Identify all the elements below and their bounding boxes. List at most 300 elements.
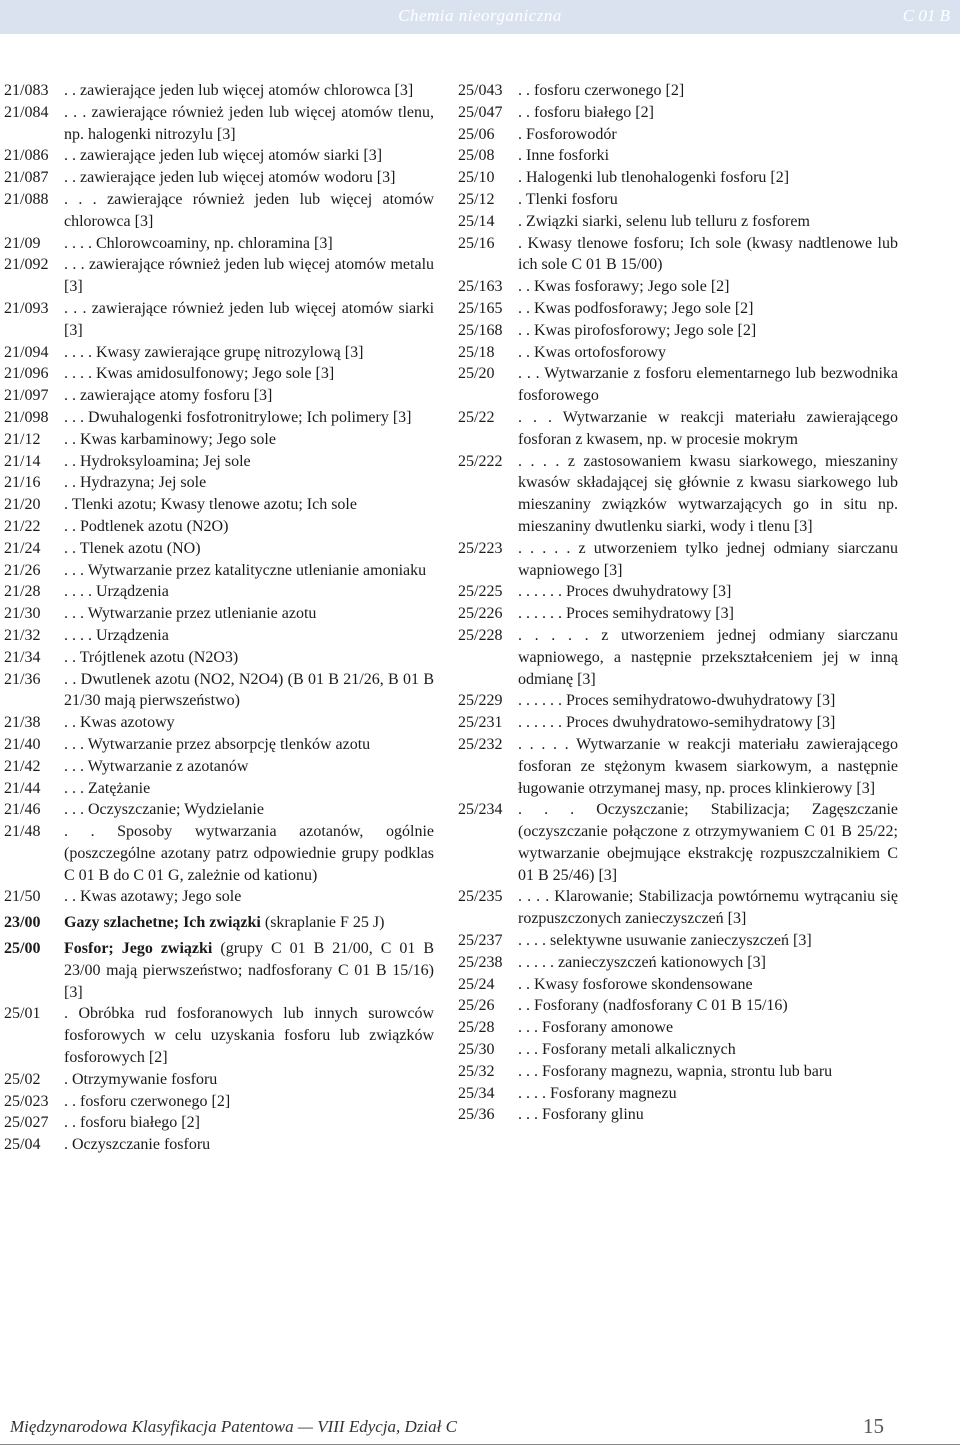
classification-entry bbox=[4, 1091, 434, 1113]
entry-text: Wytwarzanie z fosforu elementarnego lub bezwodnika fosforowego bbox=[518, 365, 899, 405]
classification-entry bbox=[4, 821, 434, 886]
entry-text: Zatężanie bbox=[88, 779, 151, 797]
entry-text: Kwasy fosforowe skondensowane bbox=[534, 975, 753, 993]
classification-entry bbox=[458, 1039, 898, 1061]
entry-code: 21/16 bbox=[4, 474, 41, 492]
entry-code: 25/226 bbox=[458, 605, 503, 623]
entry-code: 21/38 bbox=[4, 714, 41, 732]
entry-description bbox=[64, 625, 434, 647]
entry-description bbox=[64, 298, 434, 342]
entry-code: 21/28 bbox=[4, 583, 41, 601]
page-number: 15 bbox=[863, 1414, 884, 1438]
entry-code: 25/08 bbox=[458, 147, 495, 165]
entry-description bbox=[518, 538, 898, 582]
entry-level-dots: . . . bbox=[64, 256, 85, 274]
entry-code: 21/50 bbox=[4, 888, 41, 906]
entry-text: Proces dwuhydratowy [3] bbox=[566, 583, 732, 601]
entry-description bbox=[518, 995, 898, 1017]
entry-code: 21/30 bbox=[4, 605, 41, 623]
entry-description bbox=[518, 1104, 898, 1126]
entry-description bbox=[64, 821, 434, 886]
entry-text: Proces semihydratowo-dwuhydratowy [3] bbox=[566, 692, 836, 710]
entry-level-dots: . . bbox=[518, 975, 530, 993]
entry-text: Wytwarzanie w reakcji materiału zawierającego fosforan ze stężonym kwasem siarkowym, a następnie ługowanie otrzymanej masy, np. proces klinkierowy [3] bbox=[518, 735, 899, 797]
classification-entry bbox=[458, 80, 898, 102]
entry-level-dots: . . bbox=[64, 1114, 76, 1132]
entry-code: 21/32 bbox=[4, 626, 41, 644]
entry-text: Inne fosforki bbox=[526, 147, 610, 165]
entry-description bbox=[518, 712, 898, 734]
classification-entry bbox=[458, 581, 898, 603]
entry-description bbox=[518, 1039, 898, 1061]
entry-text: Fosforany magnezu, wapnia, strontu lub baru bbox=[542, 1062, 833, 1080]
entry-code: 21/14 bbox=[4, 452, 41, 470]
entry-description bbox=[64, 254, 434, 298]
entry-description bbox=[64, 560, 434, 582]
entry-description bbox=[518, 734, 898, 799]
classification-entry bbox=[4, 603, 434, 625]
entry-level-dots: . . bbox=[64, 888, 76, 906]
classification-entry bbox=[458, 1104, 898, 1126]
entry-text: Tlenki fosforu bbox=[525, 190, 618, 208]
entry-text: Obróbka rud fosforanowych lub innych surowców fosforowych w celu uzyskania fosforu lub związków fosforowych [2] bbox=[64, 1005, 434, 1067]
entry-description bbox=[64, 189, 434, 233]
entry-code: 21/24 bbox=[4, 539, 41, 557]
page-title: Chemia nieorganiczna bbox=[398, 6, 562, 25]
entry-level-dots: . . bbox=[64, 517, 76, 535]
entry-text: zawierające również jeden lub więcej atomów tlenu, np. halogenki nitrozylu [3] bbox=[64, 103, 435, 143]
entry-level-dots: . . . . bbox=[518, 452, 560, 470]
entry-description bbox=[64, 451, 434, 473]
classification-entry bbox=[4, 363, 434, 385]
entry-text: fosforu białego [2] bbox=[534, 103, 654, 121]
classification-entry bbox=[4, 407, 434, 429]
entry-description bbox=[64, 516, 434, 538]
classification-entry bbox=[458, 298, 898, 320]
entry-level-dots: . . bbox=[64, 169, 76, 187]
entry-text: zawierające jeden lub więcej atomów siarki [3] bbox=[80, 147, 383, 165]
entry-code: 21/46 bbox=[4, 801, 41, 819]
entry-code: 21/093 bbox=[4, 299, 49, 317]
entry-text: Fosforany amonowe bbox=[542, 1019, 674, 1037]
class-code: C 01 B bbox=[902, 6, 950, 25]
classification-entry bbox=[4, 581, 434, 603]
entry-level-dots: . . . . . . bbox=[518, 714, 562, 732]
classification-entry bbox=[458, 407, 898, 451]
entry-code: 25/14 bbox=[458, 212, 495, 230]
entry-code: 25/20 bbox=[458, 365, 495, 383]
entry-code: 25/231 bbox=[458, 714, 503, 732]
classification-entry bbox=[4, 102, 434, 146]
entry-text: Tlenek azotu (NO) bbox=[79, 539, 201, 557]
entry-text: Oczyszczanie fosforu bbox=[72, 1136, 211, 1154]
entry-description bbox=[518, 124, 898, 146]
classification-entry bbox=[4, 669, 434, 713]
entry-code: 25/047 bbox=[458, 103, 503, 121]
entry-code: 21/48 bbox=[4, 823, 41, 841]
entry-code: 25/01 bbox=[4, 1005, 41, 1023]
classification-entry bbox=[458, 276, 898, 298]
classification-entry bbox=[458, 1083, 898, 1105]
entry-level-dots: . . bbox=[518, 278, 530, 296]
entry-level-dots: . . . . bbox=[518, 1084, 546, 1102]
entry-description bbox=[518, 930, 898, 952]
entry-level-dots: . . bbox=[518, 343, 530, 361]
entry-description bbox=[64, 1112, 434, 1134]
classification-entry bbox=[4, 254, 434, 298]
entry-code: 25/30 bbox=[458, 1041, 495, 1059]
entry-code: 25/163 bbox=[458, 278, 503, 296]
entry-level-dots: . bbox=[518, 190, 522, 208]
entry-level-dots: . . . bbox=[518, 1062, 538, 1080]
entry-level-dots: . . . bbox=[518, 408, 552, 426]
entry-description bbox=[64, 363, 434, 385]
entry-code: 21/36 bbox=[4, 670, 41, 688]
entry-text: Dwuhalogenki fosfotronitrylowe; Ich polimery [3] bbox=[88, 408, 412, 426]
entry-description bbox=[64, 1091, 434, 1113]
entry-text: Proces semihydratowy [3] bbox=[566, 605, 734, 623]
entry-text: Fosforowodór bbox=[526, 125, 617, 143]
entry-code: 25/225 bbox=[458, 583, 503, 601]
entry-text: Wytwarzanie przez katalityczne utlenianie amoniaku bbox=[87, 561, 427, 579]
entry-level-dots: . . . . bbox=[64, 583, 92, 601]
classification-entry bbox=[458, 603, 898, 625]
entry-code: 25/027 bbox=[4, 1114, 49, 1132]
entry-level-dots: . bbox=[518, 169, 522, 187]
entry-level-dots: . . bbox=[64, 670, 77, 688]
entry-level-dots: . . . bbox=[518, 1106, 538, 1124]
header-bar bbox=[0, 0, 960, 34]
entry-description bbox=[518, 603, 898, 625]
entry-description bbox=[64, 581, 434, 603]
entry-description bbox=[64, 938, 434, 1003]
entry-level-dots: . . bbox=[64, 82, 76, 99]
entry-code: 25/04 bbox=[4, 1136, 41, 1154]
entry-code: 23/00 bbox=[4, 914, 41, 932]
entry-level-dots: . . bbox=[518, 82, 530, 99]
entry-text: fosforu czerwonego [2] bbox=[80, 1092, 231, 1110]
entry-description bbox=[518, 189, 898, 211]
entry-level-dots: . . bbox=[64, 714, 76, 732]
entry-text: Klarowanie; Stabilizacja powtórnemu wytrącaniu się rozpuszczonych zanieczyszczeń [3] bbox=[518, 888, 899, 928]
entry-code: 25/165 bbox=[458, 299, 503, 317]
entry-description bbox=[64, 102, 434, 146]
entry-text: Trójtlenek azotu (N2O3) bbox=[79, 648, 239, 666]
entry-code: 21/12 bbox=[4, 430, 41, 448]
entry-code: 25/12 bbox=[458, 190, 495, 208]
entry-code: 25/00 bbox=[4, 940, 41, 958]
entry-level-dots: . . . bbox=[64, 190, 97, 208]
entry-code: 25/16 bbox=[458, 234, 495, 252]
classification-entry bbox=[4, 938, 434, 1003]
entry-code: 25/234 bbox=[458, 801, 503, 819]
entry-code: 25/237 bbox=[458, 932, 503, 950]
entry-text: Wytwarzanie przez utlenianie azotu bbox=[87, 605, 317, 623]
classification-entry bbox=[458, 952, 898, 974]
classification-entry bbox=[458, 930, 898, 952]
classification-entry bbox=[458, 712, 898, 734]
classification-entry bbox=[4, 886, 434, 908]
entry-description bbox=[64, 669, 434, 713]
entry-text: Urządzenia bbox=[96, 626, 169, 644]
entry-level-dots: . bbox=[64, 1070, 68, 1088]
entry-description bbox=[518, 690, 898, 712]
entry-code: 25/10 bbox=[458, 169, 495, 187]
entry-description bbox=[64, 778, 434, 800]
entry-code: 21/098 bbox=[4, 408, 49, 426]
entry-code: 25/229 bbox=[458, 692, 503, 710]
entry-description bbox=[64, 756, 434, 778]
entry-text: Wytwarzanie przez absorpcję tlenków azotu bbox=[87, 735, 371, 753]
entry-description bbox=[518, 145, 898, 167]
entry-level-dots: . . . bbox=[518, 365, 540, 383]
entry-text: Hydroksyloamina; Jej sole bbox=[80, 452, 251, 470]
entry-code: 21/097 bbox=[4, 387, 49, 405]
entry-description bbox=[518, 581, 898, 603]
entry-description bbox=[64, 1134, 434, 1156]
entry-level-dots: . . bbox=[518, 299, 530, 317]
entry-level-dots: . . bbox=[64, 387, 76, 405]
entry-description bbox=[64, 799, 434, 821]
classification-entry bbox=[458, 145, 898, 167]
classification-entry bbox=[4, 472, 434, 494]
entry-text: Fosforany glinu bbox=[542, 1106, 644, 1124]
entry-description bbox=[518, 80, 898, 102]
classification-entry bbox=[458, 690, 898, 712]
entry-code: 25/235 bbox=[458, 888, 503, 906]
entry-level-dots: . . bbox=[64, 474, 76, 492]
classification-entry bbox=[458, 886, 898, 930]
entry-description bbox=[64, 886, 434, 908]
entry-level-dots: . . . . . bbox=[518, 626, 589, 644]
entry-description bbox=[518, 298, 898, 320]
entry-level-dots: . bbox=[64, 496, 68, 514]
entry-code: 21/086 bbox=[4, 147, 49, 165]
entry-text: z utworzeniem tylko jednej odmiany siarczanu wapniowego [3] bbox=[518, 539, 899, 579]
entry-level-dots: . . bbox=[64, 147, 76, 165]
classification-entry bbox=[4, 912, 434, 934]
entry-level-dots: . . bbox=[64, 452, 76, 470]
entry-level-dots: . bbox=[518, 212, 522, 230]
entry-code: 21/44 bbox=[4, 779, 41, 797]
entry-description bbox=[64, 712, 434, 734]
entry-text: Oczyszczanie; Wydzielanie bbox=[88, 801, 264, 819]
entry-description bbox=[518, 451, 898, 538]
classification-entry bbox=[458, 1017, 898, 1039]
entry-code: 25/18 bbox=[458, 343, 495, 361]
entry-description bbox=[64, 167, 434, 189]
entry-description bbox=[64, 80, 434, 102]
entry-level-dots: . . . bbox=[64, 561, 84, 579]
entry-code: 25/34 bbox=[458, 1084, 495, 1102]
entry-code: 25/043 bbox=[458, 82, 503, 99]
entry-text: Kwasy tlenowe fosforu; Ich sole (kwasy nadtlenowe lub ich sole C 01 B 15/00) bbox=[518, 234, 899, 274]
entry-description bbox=[518, 1083, 898, 1105]
entry-level-dots: . . . bbox=[64, 299, 87, 317]
entry-description bbox=[64, 145, 434, 167]
entry-text: zanieczyszczeń kationowych [3] bbox=[558, 953, 766, 971]
entry-code: 21/083 bbox=[4, 82, 49, 99]
entry-level-dots: . . . bbox=[518, 1019, 538, 1037]
entry-level-dots: . . . bbox=[64, 801, 84, 819]
classification-entry bbox=[4, 712, 434, 734]
entry-text: z zastosowaniem kwasu siarkowego, mieszaniny kwasów składającej się głównie z kwasu siarkowego lub mieszaniny związków wytwarzających go in situ np. mieszaniny dwutlenku siarki, wody i tlenu [3] bbox=[518, 452, 899, 535]
entry-description bbox=[518, 799, 898, 886]
entry-text: zawierające atomy fosforu [3] bbox=[80, 387, 273, 405]
entry-code: 21/088 bbox=[4, 190, 49, 208]
classification-entry bbox=[4, 1003, 434, 1068]
entry-description bbox=[64, 472, 434, 494]
entry-description bbox=[64, 342, 434, 364]
entry-text: z utworzeniem jednej odmiany siarczanu wapniowego, a następnie przekształceniem jej w inną odmianę [3] bbox=[518, 626, 899, 688]
entry-level-dots: . . . bbox=[64, 779, 84, 797]
entry-level-dots: . . . . . bbox=[518, 735, 569, 753]
entry-text: Podtlenek azotu (N2O) bbox=[80, 517, 229, 535]
classification-entry bbox=[4, 451, 434, 473]
entry-text: Kwas azotowy bbox=[80, 714, 175, 732]
classification-entry bbox=[458, 1061, 898, 1083]
classification-entry bbox=[458, 233, 898, 277]
classification-entry bbox=[4, 538, 434, 560]
classification-entry bbox=[4, 1112, 434, 1134]
entry-level-dots: . . . . . . bbox=[518, 605, 562, 623]
entry-text: Sposoby wytwarzania azotanów, ogólnie (poszczególne azotany patrz odpowiednie grupy podklas C 01 B do C 01 G, zależnie od kationu) bbox=[64, 823, 434, 884]
entry-level-dots: . . bbox=[64, 430, 76, 448]
classification-entry bbox=[458, 995, 898, 1017]
classification-entry bbox=[458, 320, 898, 342]
classification-entry bbox=[458, 538, 898, 582]
entry-level-dots: . bbox=[518, 147, 522, 165]
entry-level-dots: . . . . . . bbox=[518, 692, 562, 710]
entry-description bbox=[64, 233, 434, 255]
entry-description bbox=[518, 320, 898, 342]
entry-description bbox=[64, 603, 434, 625]
entry-code: 25/222 bbox=[458, 452, 503, 470]
entry-code: 25/24 bbox=[458, 975, 495, 993]
classification-entry bbox=[4, 1069, 434, 1091]
entry-text: fosforu białego [2] bbox=[80, 1114, 200, 1132]
entry-level-dots: . . bbox=[64, 1092, 76, 1110]
entry-code: 25/228 bbox=[458, 626, 503, 644]
entry-code: 25/36 bbox=[458, 1106, 495, 1124]
entry-level-dots: . . . . bbox=[518, 888, 550, 906]
classification-entry bbox=[4, 385, 434, 407]
entry-text: zawierające jeden lub więcej atomów chlorowca [3] bbox=[80, 82, 414, 99]
entry-code: 21/087 bbox=[4, 169, 49, 187]
entry-text: Halogenki lub tlenohalogenki fosforu [2] bbox=[526, 169, 790, 187]
right-column bbox=[458, 80, 898, 1126]
entry-text: selektywne usuwanie zanieczyszczeń [3] bbox=[550, 932, 812, 950]
entry-description bbox=[518, 1061, 898, 1083]
entry-level-dots: . . bbox=[518, 997, 530, 1015]
entry-text: Kwas fosforawy; Jego sole [2] bbox=[534, 278, 730, 296]
entry-description bbox=[64, 1003, 434, 1068]
entry-description bbox=[64, 647, 434, 669]
classification-entry bbox=[4, 516, 434, 538]
entry-code: 21/094 bbox=[4, 343, 49, 361]
entry-level-dots: . . . bbox=[64, 408, 84, 426]
entry-text: zawierające również jeden lub więcej atomów chlorowca [3] bbox=[64, 190, 435, 230]
classification-entry bbox=[458, 189, 898, 211]
classification-entry bbox=[458, 734, 898, 799]
entry-level-dots: . . . bbox=[64, 103, 87, 121]
entry-text: Oczyszczanie; Stabilizacja; Zagęszczanie (oczyszczanie połączone z otrzymywaniem C 01 B 25/22; wytwarzanie obejmujące ekstrakcję rozpuszczalnikiem C 01 B 25/46) [3] bbox=[518, 801, 899, 884]
entry-code: 25/28 bbox=[458, 1019, 495, 1037]
classification-entry bbox=[4, 778, 434, 800]
entry-code: 25/06 bbox=[458, 125, 495, 143]
classification-entry bbox=[4, 233, 434, 255]
classification-entry bbox=[4, 625, 434, 647]
entry-code: 21/096 bbox=[4, 365, 49, 383]
entry-description bbox=[64, 385, 434, 407]
classification-entry bbox=[458, 974, 898, 996]
entry-text: zawierające również jeden lub więcej atomów metalu [3] bbox=[64, 256, 435, 296]
entry-text: Związki siarki, selenu lub telluru z fosforem bbox=[526, 212, 810, 230]
entry-level-dots: . . . bbox=[518, 801, 575, 819]
entry-text: Kwas podfosforawy; Jego sole [2] bbox=[534, 299, 754, 317]
entry-level-dots: . . . bbox=[64, 605, 84, 623]
classification-entry bbox=[4, 342, 434, 364]
classification-entry bbox=[458, 451, 898, 538]
classification-entry bbox=[4, 145, 434, 167]
entry-text: Chlorowcoaminy, np. chloramina [3] bbox=[96, 234, 333, 252]
entry-text: Kwasy zawierające grupę nitrozylową [3] bbox=[96, 343, 364, 361]
classification-entry bbox=[458, 625, 898, 690]
classification-entry bbox=[4, 429, 434, 451]
entry-description bbox=[518, 276, 898, 298]
classification-entry bbox=[458, 211, 898, 233]
entry-text: zawierające również jeden lub więcej atomów siarki [3] bbox=[64, 299, 435, 339]
left-column bbox=[4, 80, 434, 1156]
entry-level-dots: . . . bbox=[518, 1041, 538, 1059]
classification-entry bbox=[4, 298, 434, 342]
entry-level-dots: . . . . . . bbox=[518, 583, 562, 601]
entry-level-dots: . . . bbox=[64, 735, 84, 753]
classification-entry bbox=[458, 124, 898, 146]
entry-text: Urządzenia bbox=[96, 583, 169, 601]
entry-text: Dwutlenek azotu (NO2, N2O4) (B 01 B 21/26, B 01 B 21/30 mają pierwszeństwo) bbox=[64, 670, 435, 710]
entry-level-dots: . . . . . bbox=[518, 953, 554, 971]
classification-entry bbox=[458, 167, 898, 189]
classification-entry bbox=[458, 342, 898, 364]
entry-description bbox=[518, 952, 898, 974]
entry-text: Kwas pirofosforowy; Jego sole [2] bbox=[534, 321, 757, 339]
classification-entry bbox=[4, 647, 434, 669]
entry-description bbox=[64, 734, 434, 756]
entry-text: Fosforany (nadfosforany C 01 B 15/16) bbox=[534, 997, 788, 1015]
entry-description bbox=[518, 233, 898, 277]
entry-level-dots: . bbox=[518, 234, 522, 252]
entry-level-dots: . . . . . bbox=[518, 539, 571, 557]
entry-code: 21/084 bbox=[4, 103, 49, 121]
entry-code: 21/22 bbox=[4, 517, 41, 535]
classification-entry bbox=[4, 494, 434, 516]
entry-description bbox=[64, 494, 434, 516]
entry-text: Hydrazyna; Jej sole bbox=[80, 474, 207, 492]
entry-code: 25/26 bbox=[458, 997, 495, 1015]
entry-level-dots: . bbox=[64, 1136, 68, 1154]
entry-code: 21/34 bbox=[4, 648, 41, 666]
entry-description bbox=[518, 886, 898, 930]
entry-text: Kwas karbaminowy; Jego sole bbox=[80, 430, 276, 448]
entry-level-dots: . . . . bbox=[64, 234, 92, 252]
entry-description bbox=[64, 538, 434, 560]
entry-text: Wytwarzanie w reakcji materiału zawierającego fosforan z kwasem, np. w procesie mokrym bbox=[518, 408, 899, 448]
entry-title: Gazy szlachetne; Ich związki bbox=[64, 914, 261, 932]
entry-text: Proces dwuhydratowo-semihydratowy [3] bbox=[566, 714, 836, 732]
entry-code: 25/223 bbox=[458, 539, 503, 557]
entry-description bbox=[518, 102, 898, 124]
